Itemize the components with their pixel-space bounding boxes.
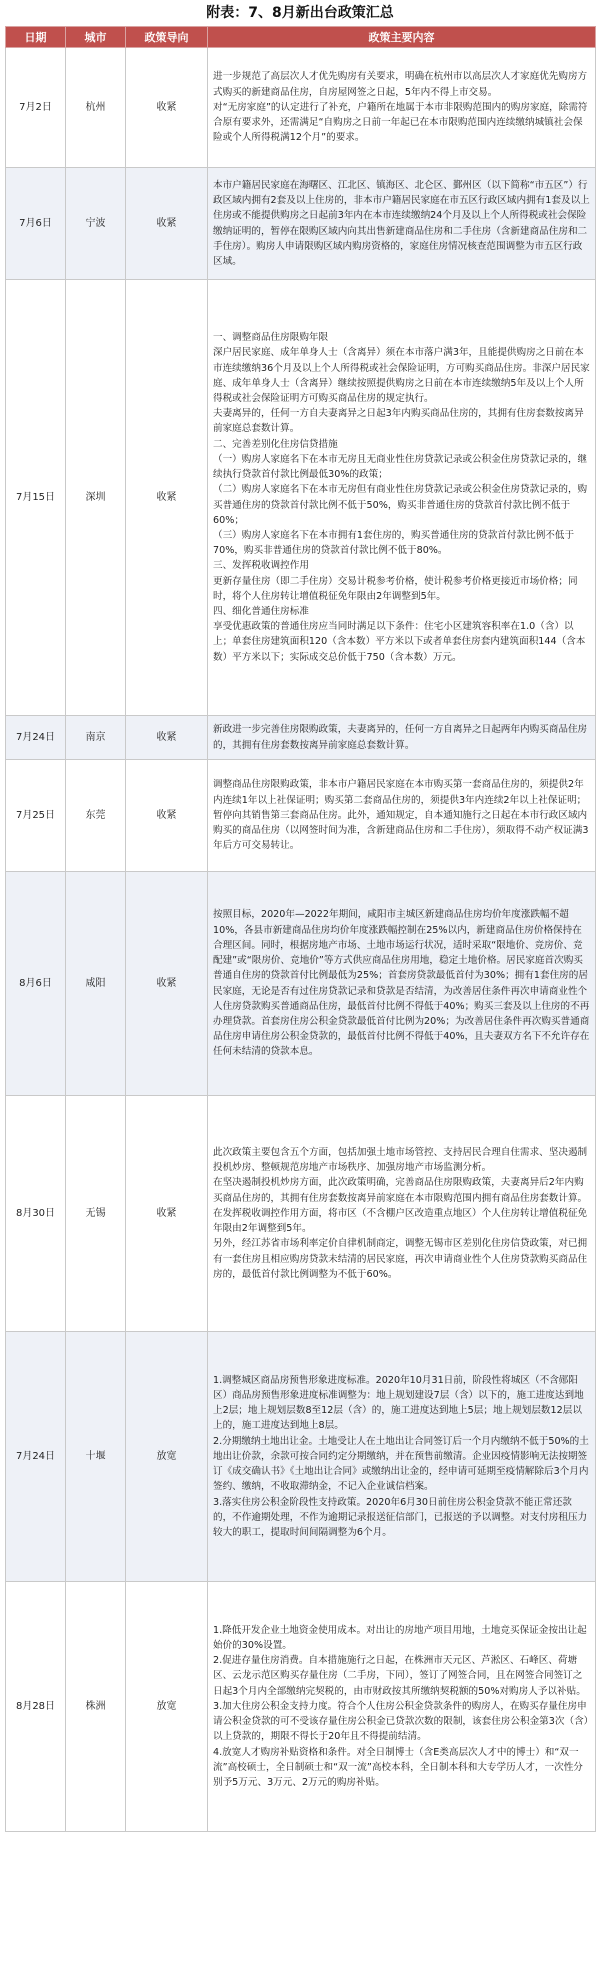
row-direction: 收紧 [126, 716, 208, 760]
table-row [6, 1582, 596, 1832]
row-date: 8月6日 [6, 872, 66, 1096]
table-row [6, 872, 596, 1096]
row-city: 东莞 [66, 760, 126, 872]
table-row [6, 1096, 596, 1332]
table-row [6, 280, 596, 716]
row-direction: 收紧 [126, 48, 208, 168]
row-city: 株洲 [66, 1582, 126, 1832]
content-paragraph: 四、细化普通住房标准 [213, 605, 309, 617]
row-city: 深圳 [66, 280, 126, 716]
row-city: 南京 [66, 716, 126, 760]
row-content [208, 1096, 596, 1332]
content-paragraph: 新政进一步完善住房限购政策，夫妻离异的，任何一方自离异之日起两年内购买商品住房的，其拥有住房套数按离异前家庭总套数计算。 [213, 724, 588, 751]
row-content [208, 760, 596, 872]
header-content: 政策主要内容 [208, 27, 596, 48]
table-row [6, 168, 596, 280]
row-city: 咸阳 [66, 872, 126, 1096]
table-row [6, 716, 596, 760]
row-date: 7月6日 [6, 168, 66, 280]
row-direction: 收紧 [126, 168, 208, 280]
content-paragraph: （三）购房人家庭名下在本市拥有1套住房的，购买普通住房的贷款首付款比例不低于70%，购买非普通住房的贷款首付款比例不低于80%。 [213, 529, 575, 557]
row-direction: 收紧 [126, 760, 208, 872]
row-city: 无锡 [66, 1096, 126, 1332]
row-date: 7月24日 [6, 1332, 66, 1582]
row-date: 7月2日 [6, 48, 66, 168]
row-date: 8月30日 [6, 1096, 66, 1332]
content-paragraph: 一、调整商品住房限购年限 [213, 332, 329, 344]
row-content [208, 280, 596, 716]
table-row [6, 1332, 596, 1582]
content-paragraph: 1.降低开发企业土地资金使用成本。对出让的房地产项目用地，土地竞买保证金按出让起始价的30%设置。 [213, 1624, 587, 1652]
content-paragraph: 4.放宽人才购房补贴资格和条件。对全日制博士（含E类高层次人才中的博士）和“双一流”高校硕士，全日制硕士和“双一流”高校本科，全日制本科和大专学历人才，一次性分别予5万元、3万元、2万元的购房补贴。 [213, 1746, 583, 1788]
header-date: 日期 [6, 27, 66, 48]
row-direction: 放宽 [126, 1332, 208, 1582]
content-paragraph: 进一步规范了高层次人才优先购房有关要求，明确在杭州市以高层次人才家庭优先购房方式购买的新建商品住房，自房屋网签之日起，5年内不得上市交易。 [213, 71, 588, 98]
content-paragraph: 按照目标，2020年—2022年期间，咸阳市主城区新建商品住房均价年度涨跌幅不超10%，各县市新建商品住房均价年度涨跌幅控制在25%以内，新建商品住房价格保持在合理区间。同时，根据房地产市场、土地市场运行状况，适时采取“限地价、竞房价、竞配建”或“限房价、竞地价”等方式供应商品住房用地，稳定土地价格。居民家庭首次购买普通自住房的贷款首付比例最低为25%；首套房贷款最低首付为30%；拥有1套住房的居民家庭，无论是否有过住房贷款记录和贷款是否结清，为改善居住条件再次申请商业性个人住房贷款购买普通商品住房，最低首付比例不得低于40%；购买三套及以上住房的不再办理贷款。首套房住房公积金贷款最低首付比例为20%；为改善居住条件再次购买普通商品住房申请住房公积金贷款的，最低首付比例不得低于40%，且夫妻双方名下不允许存在任何未结清的贷款本息。 [213, 909, 590, 1058]
policy-table [5, 26, 596, 1832]
content-paragraph: 1.调整城区商品房预售形象进度标准。2020年10月31日前，阶段性将城区（不含郧阳区）商品房预售形象进度标准调整为：地上规划建设7层（含）以下的，施工进度达到地上2层；地上规划层数8至12层（含）的，施工进度达到地上5层；地上规划层数12层以上的，施工进度达到地上8层。 [213, 1374, 584, 1432]
row-content [208, 48, 596, 168]
content-paragraph: 2.促进存量住房消费。自本措施施行之日起，在株洲市天元区、芦淞区、石峰区、荷塘区、云龙示范区购买存量住房（二手房，下同），签订了网签合同，且在网签合同签订之日起3个月内全部缴纳完契税的，由市财政按其所缴纳契税额的50%对购房人予以补贴。 [213, 1655, 586, 1697]
content-paragraph: 夫妻离异的，任何一方自夫妻离异之日起3年内购买商品住房的，其拥有住房套数按离异前家庭总套数计算。 [213, 408, 584, 435]
table-row [6, 48, 596, 168]
row-direction: 收紧 [126, 872, 208, 1096]
content-paragraph: 此次政策主要包含五个方面，包括加强土地市场管控、支持居民合理自住需求、坚决遏制投机炒房、整顿规范房地产市场秩序、加强房地产市场监测分析。 [213, 1147, 588, 1174]
content-paragraph: 调整商品住房限购政策，非本市户籍居民家庭在本市购买第一套商品住房的，须提供2年内连续1年以上社保证明；购买第二套商品住房的，须提供3年内连续2年以上社保证明；暂停向其销售第三套商品住房。此外，通知规定，自本通知施行之日起在本市行政区域内购买的商品住房（以网签时间为准，含新建商品住房和二手住房），须取得不动产权证满3年后方可交易转让。 [213, 779, 589, 852]
header-direction: 政策导向 [126, 27, 208, 48]
row-city: 宁波 [66, 168, 126, 280]
row-date: 7月25日 [6, 760, 66, 872]
page-title: 附表：7、8月新出台政策汇总 [206, 5, 394, 21]
content-paragraph: 二、完善差别化住房信贷措施 [213, 438, 338, 450]
row-content [208, 168, 596, 280]
table-header-row [6, 27, 596, 48]
content-paragraph: 另外，经江苏省市场利率定价自律机制商定，调整无锡市区差别化住房信贷政策，对已拥有一套住房且相应购房贷款未结清的居民家庭，再次申请商业性个人住房贷款购买商品住房的，最低首付款比例调整为不低于60%。 [213, 1238, 588, 1280]
content-paragraph: 享受优惠政策的普通住房应当同时满足以下条件：住宅小区建筑容积率在1.0（含）以上；单套住房建筑面积120（含本数）平方米以下或者单套住房套内建筑面积144（含本数）平方米以下；实际成交总价低于750（含本数）万元。 [213, 621, 586, 663]
header-city: 城市 [66, 27, 126, 48]
content-paragraph: 在坚决遏制投机炒房方面，此次政策明确，完善商品住房限购政策，夫妻离异后2年内购买商品住房的，其拥有住房套数按离异前家庭在本市限购范围内拥有商品住房套数计算。 [213, 1177, 588, 1204]
content-paragraph: （一）购房人家庭名下在本市无房且无商业性住房贷款记录或公积金住房贷款记录的，继续执行贷款首付款比例最低30%的政策； [213, 453, 588, 481]
content-paragraph: 对“无房家庭”的认定进行了补充，户籍所在地属于本市非限购范围内的购房家庭，除需符合原有要求外，还需满足“自购房之日前一年起已在本市限购范围内连续缴纳城镇社会保险或个人所得税满12个月”的要求。 [213, 101, 588, 144]
row-date: 8月28日 [6, 1582, 66, 1832]
content-paragraph: 在发挥税收调控作用方面，将市区（不含棚户区改造重点地区）个人住房转让增值税征免年限由2年调整到5年。 [213, 1207, 588, 1235]
content-paragraph: 3.加大住房公积金支持力度。符合个人住房公积金贷款条件的购房人，在购买存量住房申请公积金贷款的可不受该存量住房公积金已贷款次数的限制，该套住房公积金第3次（含）以上贷款的，期限不得长于20年且不得提前结清。 [213, 1700, 589, 1743]
row-content [208, 716, 596, 760]
row-city: 十堰 [66, 1332, 126, 1582]
table-row [6, 760, 596, 872]
content-paragraph: 本市户籍居民家庭在海曙区、江北区、镇海区、北仑区、鄞州区（以下简称“市五区”）行政区域内拥有2套及以上住房的，非本市户籍居民家庭在市五区行政区域内拥有1套及以上住房或不能提供购房之日起前3年内在本市连续缴纳24个月及以上个人所得税或社会保险缴纳证明的，暂停在限购区域内向其出售新建商品住房和二手住房（含新建商品住房和二手住房）。购房人申请限购区域内购房资格的，家庭住房情况核查范围调整为市五区行政区域。 [213, 179, 590, 267]
row-date: 7月24日 [6, 716, 66, 760]
row-direction: 收紧 [126, 280, 208, 716]
content-paragraph: 3.落实住房公积金阶段性支持政策。2020年6月30日前住房公积金贷款不能正常还款的，不作逾期处理，不作为逾期记录报送征信部门，已报送的予以调整。对支付房租压力较大的职工，提取时间间隔调整为6个月。 [213, 1496, 588, 1538]
row-direction: 收紧 [126, 1096, 208, 1332]
content-paragraph: 2.分期缴纳土地出让金。土地受让人在土地出让合同签订后一个月内缴纳不低于50%的土地出让价款，余款可按合同约定分期缴纳，并在预售前缴清。企业因疫情影响无法按期签订《成交确认书》《土地出让合同》或缴纳出让金的，经申请可延期至疫情解除后3个月内签约、缴纳，不收取滞纳金，不记入企业诚信档案。 [213, 1435, 589, 1493]
row-content [208, 1582, 596, 1832]
content-paragraph: 深户居民家庭、成年单身人士（含离异）须在本市落户满3年，且能提供购房之日前在本市连续缴纳36个月及以上个人所得税或社会保险证明，方可购买商品住房。非深户居民家庭、成年单身人士（含离异）继续按照提供购房之日前在本市连续缴纳5年及以上个人所得税或社会保险证明方可购买商品住房的规定执行。 [213, 347, 590, 405]
row-date: 7月15日 [6, 280, 66, 716]
row-content [208, 872, 596, 1096]
content-paragraph: 更新存量住房（即二手住房）交易计税参考价格，使计税参考价格更接近市场价格；同时，将个人住房转让增值税征免年限由2年调整到5年。 [213, 575, 578, 602]
row-content [208, 1332, 596, 1582]
row-city: 杭州 [66, 48, 126, 168]
row-direction: 放宽 [126, 1582, 208, 1832]
content-paragraph: （二）购房人家庭名下在本市无房但有商业性住房贷款记录或公积金住房贷款记录的，购买普通住房的贷款首付款比例不低于50%，购买非普通住房的贷款首付款比例不低于60%； [213, 484, 588, 526]
content-paragraph: 三、发挥税收调控作用 [213, 560, 309, 572]
